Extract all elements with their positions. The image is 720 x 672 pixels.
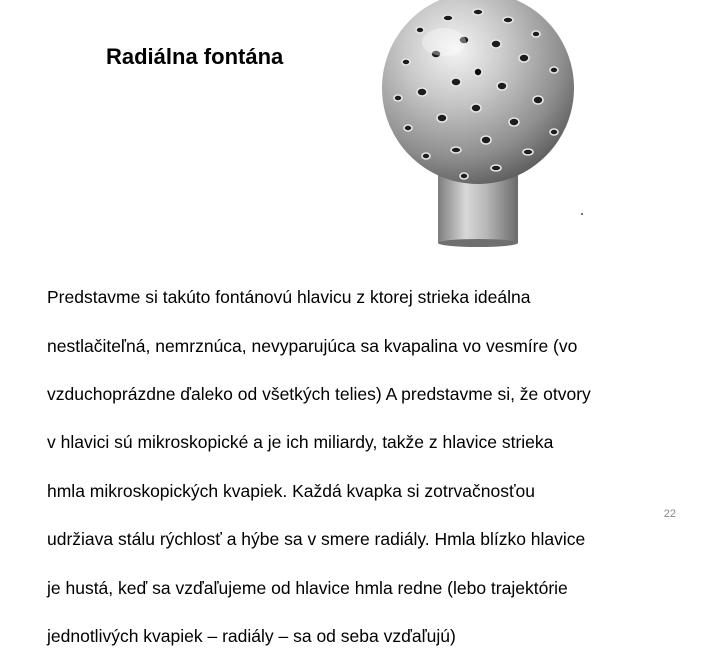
body-line: Predstavme si takúto fontánovú hlavicu z ktorej strieka ideálna <box>47 287 531 308</box>
body-paragraph <box>47 261 687 672</box>
body-line: vzduchoprázdne ďaleko od všetkých telies) A predstavme si, že otvory <box>47 384 591 405</box>
slide-title: Radiálna fontána <box>106 44 284 69</box>
body-line: nestlačiteľná, nemrznúca, nevyparujúca sa kvapalina vo vesmíre (vo <box>47 335 578 356</box>
body-line: udržiava stálu rýchlosť a hýbe sa v smere radiály. Hmla blízko hlavice <box>47 529 586 550</box>
slide-number: 22 <box>663 508 676 520</box>
body-line: je hustá, keď sa vzďaľujeme od hlavice hmla redne (lebo trajektórie <box>47 577 568 598</box>
body-line: v hlavici sú mikroskopické a je ich miliardy, takže z hlavice strieka <box>47 432 554 453</box>
fountain-head-image <box>378 0 588 248</box>
body-line: jednotlivých kvapiek – radiály – sa od seba vzďaľujú) <box>47 626 456 647</box>
body-line: hmla mikroskopických kvapiek. Každá kvapka si zotrvačnosťou <box>47 480 536 501</box>
